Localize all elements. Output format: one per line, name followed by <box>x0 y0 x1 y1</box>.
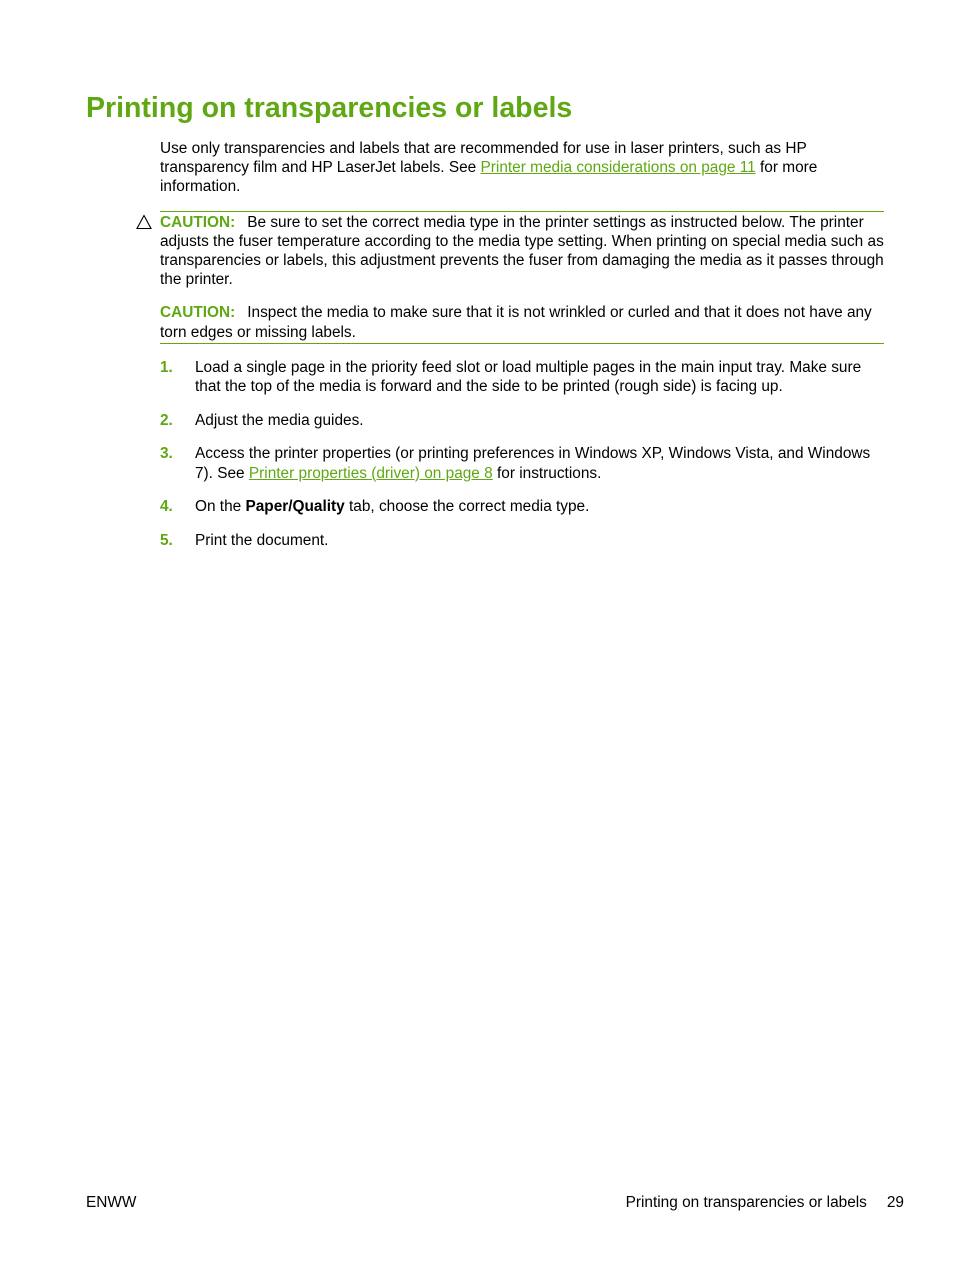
step-text-after: for instructions. <box>492 464 602 482</box>
intro-paragraph <box>160 139 884 197</box>
paper-quality-tab-name: Paper/Quality <box>245 498 345 516</box>
intro-text-before: Use only transparencies and labels that are recommended for use in laser printers, such as HP transparency film and HP LaserJet labels. See <box>160 140 807 177</box>
caution-note-media-type <box>160 213 884 290</box>
step-number: 4. <box>160 498 173 516</box>
step-text-before: Access the printer properties (or printing preferences in Windows XP, Windows Vista, and Windows 7). See <box>195 445 871 482</box>
page-title: Printing on transparencies or labels <box>86 92 573 124</box>
caution-text: Be sure to set the correct media type in the printer settings as instructed below. The printer adjusts the fuser temperature according to the media type setting. When printing on special media such as transparencies or labels, this adjustment prevents the fuser from damaging the media as it passes through the printer. <box>160 213 884 289</box>
footer-page-number: 29 <box>886 1194 904 1211</box>
step-item <box>160 497 884 516</box>
step-number: 5. <box>160 532 173 550</box>
step-text: Adjust the media guides. <box>195 411 364 429</box>
step-text-after: tab, choose the correct media type. <box>344 498 590 516</box>
caution-note-inspect-media <box>160 303 884 341</box>
caution-block <box>160 211 884 344</box>
step-item <box>160 444 884 482</box>
step-item <box>160 358 884 396</box>
caution-label: CAUTION: <box>160 213 236 231</box>
caution-text: Inspect the media to make sure that it is not wrinkled or curled and that it does not have any torn edges or missing labels. <box>160 304 872 341</box>
step-item <box>160 411 884 430</box>
main-content <box>160 139 884 550</box>
footer-left: ENWW <box>86 1194 137 1211</box>
footer-section-title: Printing on transparencies or labels <box>625 1194 867 1211</box>
step-number: 2. <box>160 411 173 429</box>
step-text-before: On the <box>195 498 246 516</box>
step-number: 1. <box>160 358 173 376</box>
steps-list <box>160 358 884 550</box>
media-considerations-link[interactable]: Printer media considerations on page 11 <box>480 159 756 177</box>
printer-properties-link[interactable]: Printer properties (driver) on page 8 <box>248 464 493 482</box>
intro-text-after: for more information. <box>160 159 818 196</box>
step-number: 3. <box>160 445 173 463</box>
caution-triangle-icon <box>136 214 152 230</box>
step-item <box>160 531 884 550</box>
footer-right <box>626 1193 904 1212</box>
caution-label: CAUTION: <box>160 304 236 322</box>
step-text: Load a single page in the priority feed slot or load multiple pages in the main input tray. Make sure that the top of the media is forward and the side to be printed (rough side) is facing up. <box>195 358 862 396</box>
step-text: Print the document. <box>195 532 329 550</box>
